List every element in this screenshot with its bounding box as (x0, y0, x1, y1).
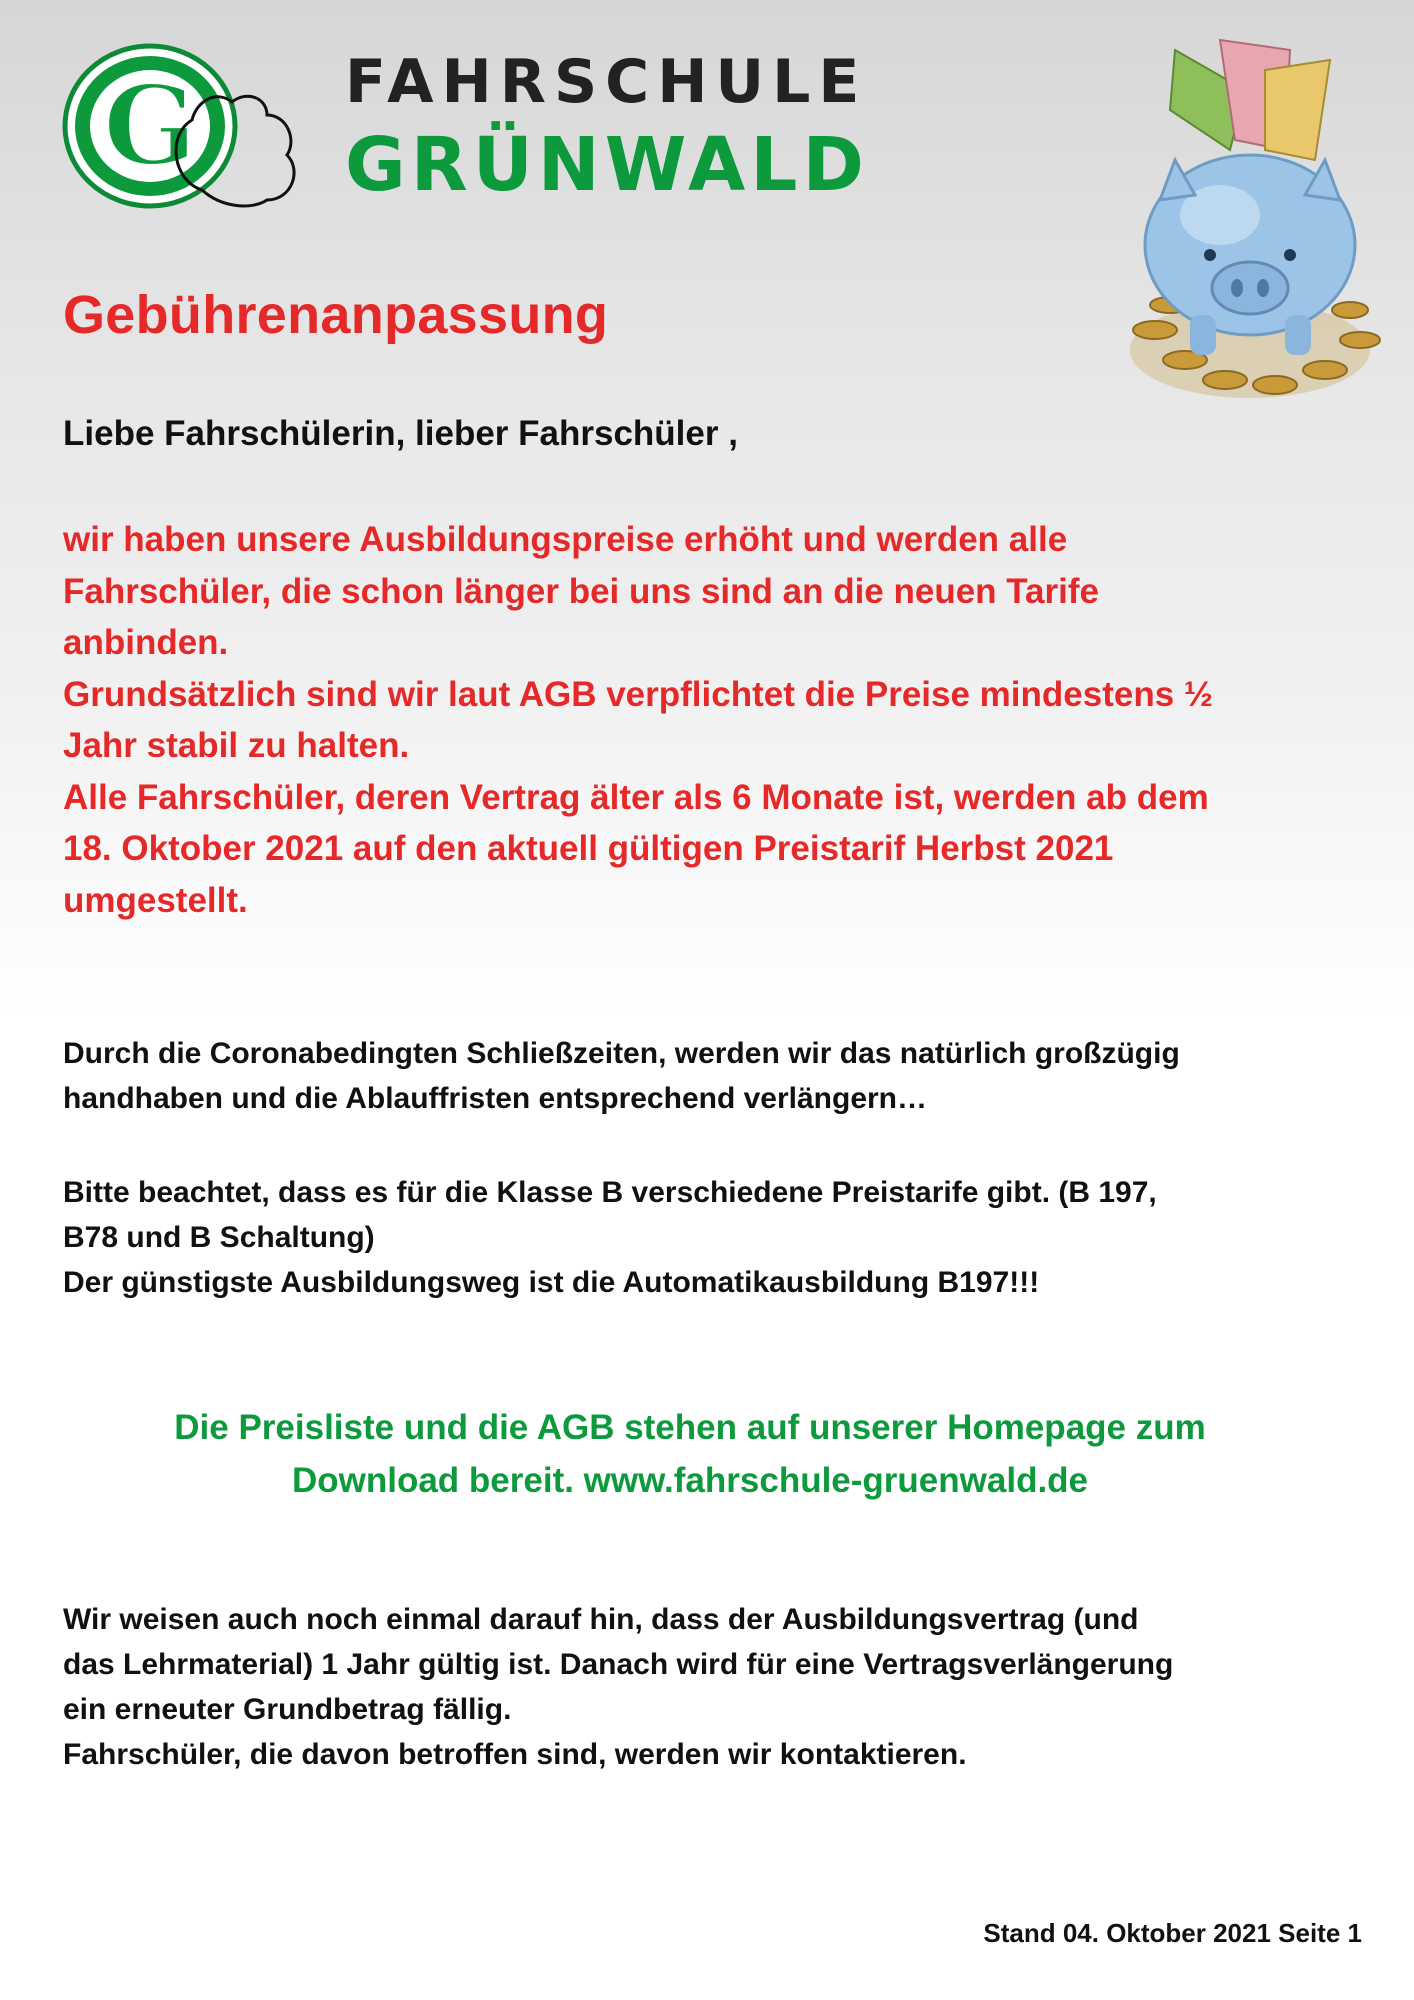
corona-line: handhaben und die Ablauffristen entsprechend verlängern… (63, 1082, 928, 1115)
footer-date-page: Stand 04. Oktober 2021 Seite 1 (983, 1918, 1362, 1948)
class-b-line: Bitte beachtet, dass es für die Klasse B verschiedene Preistarife gibt. (B 197, (63, 1176, 1157, 1209)
notice-line: wir haben unsere Ausbildungspreise erhöht und werden alle (63, 520, 1068, 559)
price-increase-notice (63, 514, 1353, 926)
notice-line: umgestellt. (63, 880, 248, 920)
notice-line: 18. Oktober 2021 auf den aktuell gültigen Preistarif Herbst 2021 (63, 829, 1114, 868)
svg-text:G: G (103, 61, 197, 190)
class-b-paragraph (63, 1170, 1353, 1305)
corona-paragraph (63, 1031, 1353, 1121)
class-b-line: B78 und B Schaltung) (63, 1221, 375, 1254)
download-line: Download bereit. www.fahrschule-gruenwald.de (291, 1461, 1089, 1500)
class-b-line: Der günstigste Ausbildungsweg ist die Automatikausbildung B197!!! (63, 1266, 1040, 1299)
page-title: Gebührenanpassung (63, 285, 609, 345)
salutation: Liebe Fahrschülerin, lieber Fahrschüler , (63, 414, 738, 453)
notice-line: anbinden. (63, 623, 229, 662)
driving-school-logo (62, 40, 312, 212)
notice-line: Alle Fahrschüler, deren Vertrag älter als 6 Monate ist, werden ab dem (63, 777, 1209, 817)
notice-line: Grundsätzlich sind wir laut AGB verpflichtet die Preise mindestens ½ (63, 674, 1214, 714)
contract-line: Fahrschüler, die davon betroffen sind, werden wir kontaktieren. (63, 1738, 967, 1771)
download-notice (0, 1401, 1380, 1507)
brand-line-fahrschule: FAHRSCHULE (345, 47, 868, 117)
contract-paragraph (63, 1597, 1353, 1777)
download-line: Die Preisliste und die AGB stehen auf unserer Homepage zum (174, 1408, 1206, 1447)
piggy-bank-image (1115, 30, 1400, 420)
contract-line: das Lehrmaterial) 1 Jahr gültig ist. Danach wird für eine Vertragsverlängerung (63, 1648, 1174, 1681)
brand-line-gruenwald: GRÜNWALD (345, 122, 869, 208)
corona-line: Durch die Coronabedingten Schließzeiten, werden wir das natürlich großzügig (63, 1037, 1180, 1070)
brand-name (345, 47, 869, 208)
contract-line: Wir weisen auch noch einmal darauf hin, dass der Ausbildungsvertrag (und (63, 1603, 1139, 1636)
contract-line: ein erneuter Grundbetrag fällig. (63, 1693, 512, 1726)
notice-line: Jahr stabil zu halten. (63, 726, 410, 765)
notice-line: Fahrschüler, die schon länger bei uns sind an die neuen Tarife (63, 571, 1099, 611)
